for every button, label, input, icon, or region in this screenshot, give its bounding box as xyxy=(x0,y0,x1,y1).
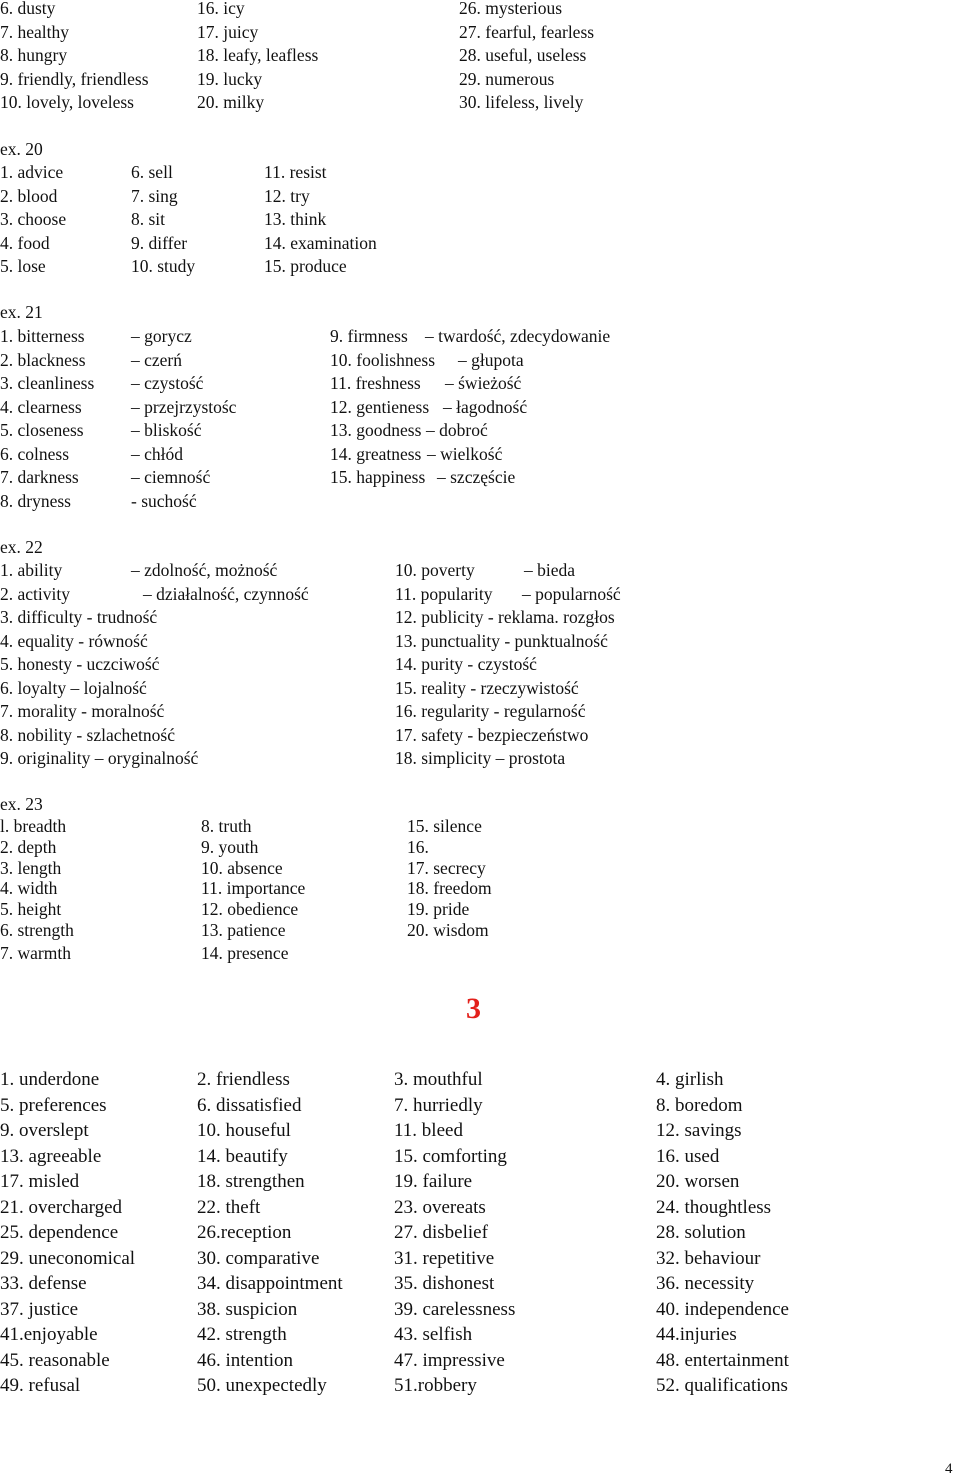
vocab-english: 2. activity xyxy=(0,583,70,604)
vocab-polish: – twardość, zdecydowanie xyxy=(425,326,611,346)
page-number: 4 xyxy=(945,1461,953,1477)
vocab-polish: – przejrzystośc xyxy=(131,396,237,417)
vocab-polish: – popularność xyxy=(522,583,621,604)
answer-item: 32. behaviour xyxy=(656,1247,761,1269)
answer-item: 12. savings xyxy=(656,1120,742,1141)
answer-item: 36. necessity xyxy=(656,1273,755,1294)
vocab-english: 1. ability xyxy=(0,560,63,580)
answer-item: l. breadth xyxy=(0,816,67,836)
answer-item: 8. truth xyxy=(201,816,252,836)
vocab-english: 4. clearness xyxy=(0,396,82,417)
answer-item: 4. width xyxy=(0,878,58,898)
vocab-english: 18. simplicity – prostota xyxy=(395,748,566,768)
answer-item: 42. strength xyxy=(197,1324,287,1345)
answer-item: 26. mysterious xyxy=(459,0,563,18)
answer-item: 48. entertainment xyxy=(656,1349,789,1371)
answer-item: 13. think xyxy=(264,209,327,229)
vocab-english: 17. safety - bezpieczeństwo xyxy=(395,724,589,745)
answer-item: 37. justice xyxy=(0,1298,79,1320)
answer-item: 12. try xyxy=(264,185,310,206)
answer-item: 5. preferences xyxy=(0,1094,107,1116)
answer-item: 20. milky xyxy=(197,92,265,112)
answer-item: 5. height xyxy=(0,899,62,919)
answer-item: 3. length xyxy=(0,858,62,878)
answer-item: 17. juicy xyxy=(197,21,259,42)
vocab-english: 14. greatness xyxy=(330,443,422,464)
answer-item: 6. sell xyxy=(131,162,173,182)
answer-item: 21. overcharged xyxy=(0,1196,123,1218)
answer-item: 1. underdone xyxy=(0,1069,100,1090)
vocab-english: 9. originality – oryginalność xyxy=(0,748,199,768)
answer-item: 4. girlish xyxy=(656,1069,724,1090)
answer-item: 8. boredom xyxy=(656,1094,743,1116)
answer-item: 17. misled xyxy=(0,1171,80,1192)
answer-item: 20. worsen xyxy=(656,1171,740,1192)
answer-item: 30. comparative xyxy=(197,1247,320,1269)
answer-item: 43. selfish xyxy=(394,1324,473,1345)
answer-item: 13. agreeable xyxy=(0,1145,102,1167)
answer-item: 3. choose xyxy=(0,209,67,229)
vocab-english: 8. nobility - szlachetność xyxy=(0,724,175,745)
answer-item: 10. lovely, loveless xyxy=(0,92,134,112)
vocab-english: 8. dryness xyxy=(0,490,71,511)
answer-item: 15. comforting xyxy=(394,1145,507,1167)
answer-item: 31. repetitive xyxy=(394,1247,495,1269)
answer-item: 9. overslept xyxy=(0,1120,89,1141)
answer-item: 7. sing xyxy=(131,185,178,206)
answer-item: 15. produce xyxy=(264,256,347,276)
vocab-english: 16. regularity - regularność xyxy=(395,701,586,721)
answer-item: 10. study xyxy=(131,256,196,276)
answer-item: 14. presence xyxy=(201,943,289,963)
vocab-english: 6. colness xyxy=(0,443,70,464)
answer-item: 12. obedience xyxy=(201,899,299,919)
vocab-english: 3. difficulty - trudność xyxy=(0,607,158,627)
exercise-title: ex. 20 xyxy=(0,139,43,159)
answer-item: 6. dusty xyxy=(0,0,56,18)
answer-item: 23. overeats xyxy=(394,1196,486,1218)
vocab-polish: – czystość xyxy=(131,373,204,393)
answer-item: 24. thoughtless xyxy=(656,1196,772,1218)
vocab-english: 10. poverty xyxy=(395,560,475,580)
vocab-polish: - suchość xyxy=(131,490,197,511)
vocab-polish: – chłód xyxy=(131,443,184,464)
vocab-english: 13. goodness xyxy=(330,420,422,440)
answer-item: 20. wisdom xyxy=(407,920,489,940)
vocab-english: 10. foolishness xyxy=(330,349,435,370)
answer-item: 6. dissatisfied xyxy=(197,1094,302,1116)
answer-item: 27. fearful, fearless xyxy=(459,21,595,42)
answer-item: 1. advice xyxy=(0,162,64,182)
answer-item: 26.reception xyxy=(197,1222,292,1243)
vocab-english: 12. publicity - reklama. rozgłos xyxy=(395,607,615,627)
answer-item: 6. strength xyxy=(0,920,74,940)
answer-item: 10. houseful xyxy=(197,1120,291,1141)
answer-item: 28. solution xyxy=(656,1222,746,1243)
answer-item: 49. refusal xyxy=(0,1375,81,1396)
answer-item: 17. secrecy xyxy=(407,858,486,878)
vocab-english: 7. darkness xyxy=(0,467,79,487)
answer-item: 39. carelessness xyxy=(394,1298,516,1320)
answer-item: 25. dependence xyxy=(0,1222,119,1243)
answer-item: 51.robbery xyxy=(394,1375,477,1396)
vocab-english: 15. reality - rzeczywistość xyxy=(395,677,579,698)
answer-item: 33. defense xyxy=(0,1273,87,1294)
answer-item: 3. mouthful xyxy=(394,1069,483,1090)
vocab-polish: – ciemność xyxy=(131,467,211,487)
answer-item: 52. qualifications xyxy=(656,1375,788,1396)
answer-item: 8. hungry xyxy=(0,45,68,65)
vocab-polish: – działalność, czynność xyxy=(143,583,309,604)
vocab-english: 14. purity - czystość xyxy=(395,654,537,674)
vocab-english: 11. freshness xyxy=(330,373,421,393)
answer-item: 29. uneconomical xyxy=(0,1247,136,1269)
answer-item: 14. beautify xyxy=(197,1145,288,1167)
answer-item: 15. silence xyxy=(407,816,482,836)
answer-item: 30. lifeless, lively xyxy=(459,92,584,112)
vocab-english: 3. cleanliness xyxy=(0,373,95,393)
answer-item: 9. youth xyxy=(201,837,259,857)
vocab-english: 7. morality - moralność xyxy=(0,701,165,721)
vocab-english: 15. happiness xyxy=(330,467,426,487)
vocab-english: 5. honesty - uczciwość xyxy=(0,654,160,674)
answer-item: 45. reasonable xyxy=(0,1349,110,1371)
answer-item: 11. bleed xyxy=(394,1120,463,1141)
answer-item: 7. healthy xyxy=(0,21,70,42)
exercise-title: ex. 23 xyxy=(0,794,43,814)
answer-item: 16. used xyxy=(656,1145,720,1167)
vocab-english: 5. closeness xyxy=(0,420,84,440)
answer-item: 16. xyxy=(407,837,429,857)
vocab-english: 1. bitterness xyxy=(0,326,85,346)
vocab-polish: – świeżość xyxy=(445,373,522,393)
exercise-title: ex. 21 xyxy=(0,302,43,322)
answer-item: 8. sit xyxy=(131,209,166,229)
answer-item: 2. blood xyxy=(0,185,58,206)
answer-item: 27. disbelief xyxy=(394,1222,488,1243)
answer-item: 9. friendly, friendless xyxy=(0,68,149,89)
answer-item: 7. hurriedly xyxy=(394,1094,483,1116)
answer-item: 18. leafy, leafless xyxy=(197,45,319,65)
vocab-english: 13. punctuality - punktualność xyxy=(395,630,608,651)
vocab-english: 2. blackness xyxy=(0,349,86,370)
answer-item: 34. disappointment xyxy=(197,1273,343,1294)
answer-item: 5. lose xyxy=(0,256,46,276)
answer-item: 9. differ xyxy=(131,232,188,253)
vocab-polish: – łagodność xyxy=(443,396,528,417)
vocab-polish: – gorycz xyxy=(131,326,192,346)
answer-item: 2. depth xyxy=(0,837,57,857)
answer-item: 28. useful, useless xyxy=(459,45,587,65)
answer-item: 40. independence xyxy=(656,1298,789,1320)
vocab-english: 4. equality - równość xyxy=(0,630,148,651)
answer-item: 18. strengthen xyxy=(197,1171,305,1192)
answer-item: 35. dishonest xyxy=(394,1273,495,1294)
section-3-heading: 3 xyxy=(466,992,481,1025)
answer-item: 41.enjoyable xyxy=(0,1324,98,1345)
answer-item: 19. failure xyxy=(394,1171,473,1192)
answer-item: 22. theft xyxy=(197,1196,261,1218)
answer-item: 19. lucky xyxy=(197,68,263,89)
vocab-polish: – wielkość xyxy=(427,443,503,464)
answer-item: 2. friendless xyxy=(197,1069,290,1090)
answer-item: 46. intention xyxy=(197,1349,294,1371)
answer-item: 38. suspicion xyxy=(197,1298,298,1320)
vocab-polish: – bieda xyxy=(524,560,576,580)
vocab-polish: – czerń xyxy=(131,349,183,370)
vocab-english: 6. loyalty – lojalność xyxy=(0,677,147,698)
exercise-title: ex. 22 xyxy=(0,537,43,557)
answer-item: 7. warmth xyxy=(0,943,71,963)
answer-item: 44.injuries xyxy=(656,1324,737,1345)
vocab-english: 12. gentieness xyxy=(330,396,430,417)
vocab-polish: – głupota xyxy=(458,349,524,370)
answer-item: 29. numerous xyxy=(459,68,555,89)
answer-item: 13. patience xyxy=(201,920,286,940)
answer-item: 16. icy xyxy=(197,0,245,18)
answer-item: 11. importance xyxy=(201,878,306,898)
vocab-english: 11. popularity xyxy=(395,583,493,604)
answer-item: 14. examination xyxy=(264,232,377,253)
vocab-polish: – dobroć xyxy=(426,420,488,440)
answer-item: 11. resist xyxy=(264,162,327,182)
vocab-english: 9. firmness xyxy=(330,326,408,346)
answer-item: 10. absence xyxy=(201,858,283,878)
answer-item: 18. freedom xyxy=(407,878,492,898)
vocab-polish: – szczęście xyxy=(437,467,516,487)
answer-item: 19. pride xyxy=(407,899,470,919)
answer-item: 50. unexpectedly xyxy=(197,1375,327,1396)
vocab-polish: – zdolność, możność xyxy=(131,560,278,580)
vocab-polish: – bliskość xyxy=(131,420,202,440)
answer-item: 47. impressive xyxy=(394,1349,505,1371)
answer-item: 4. food xyxy=(0,232,50,253)
